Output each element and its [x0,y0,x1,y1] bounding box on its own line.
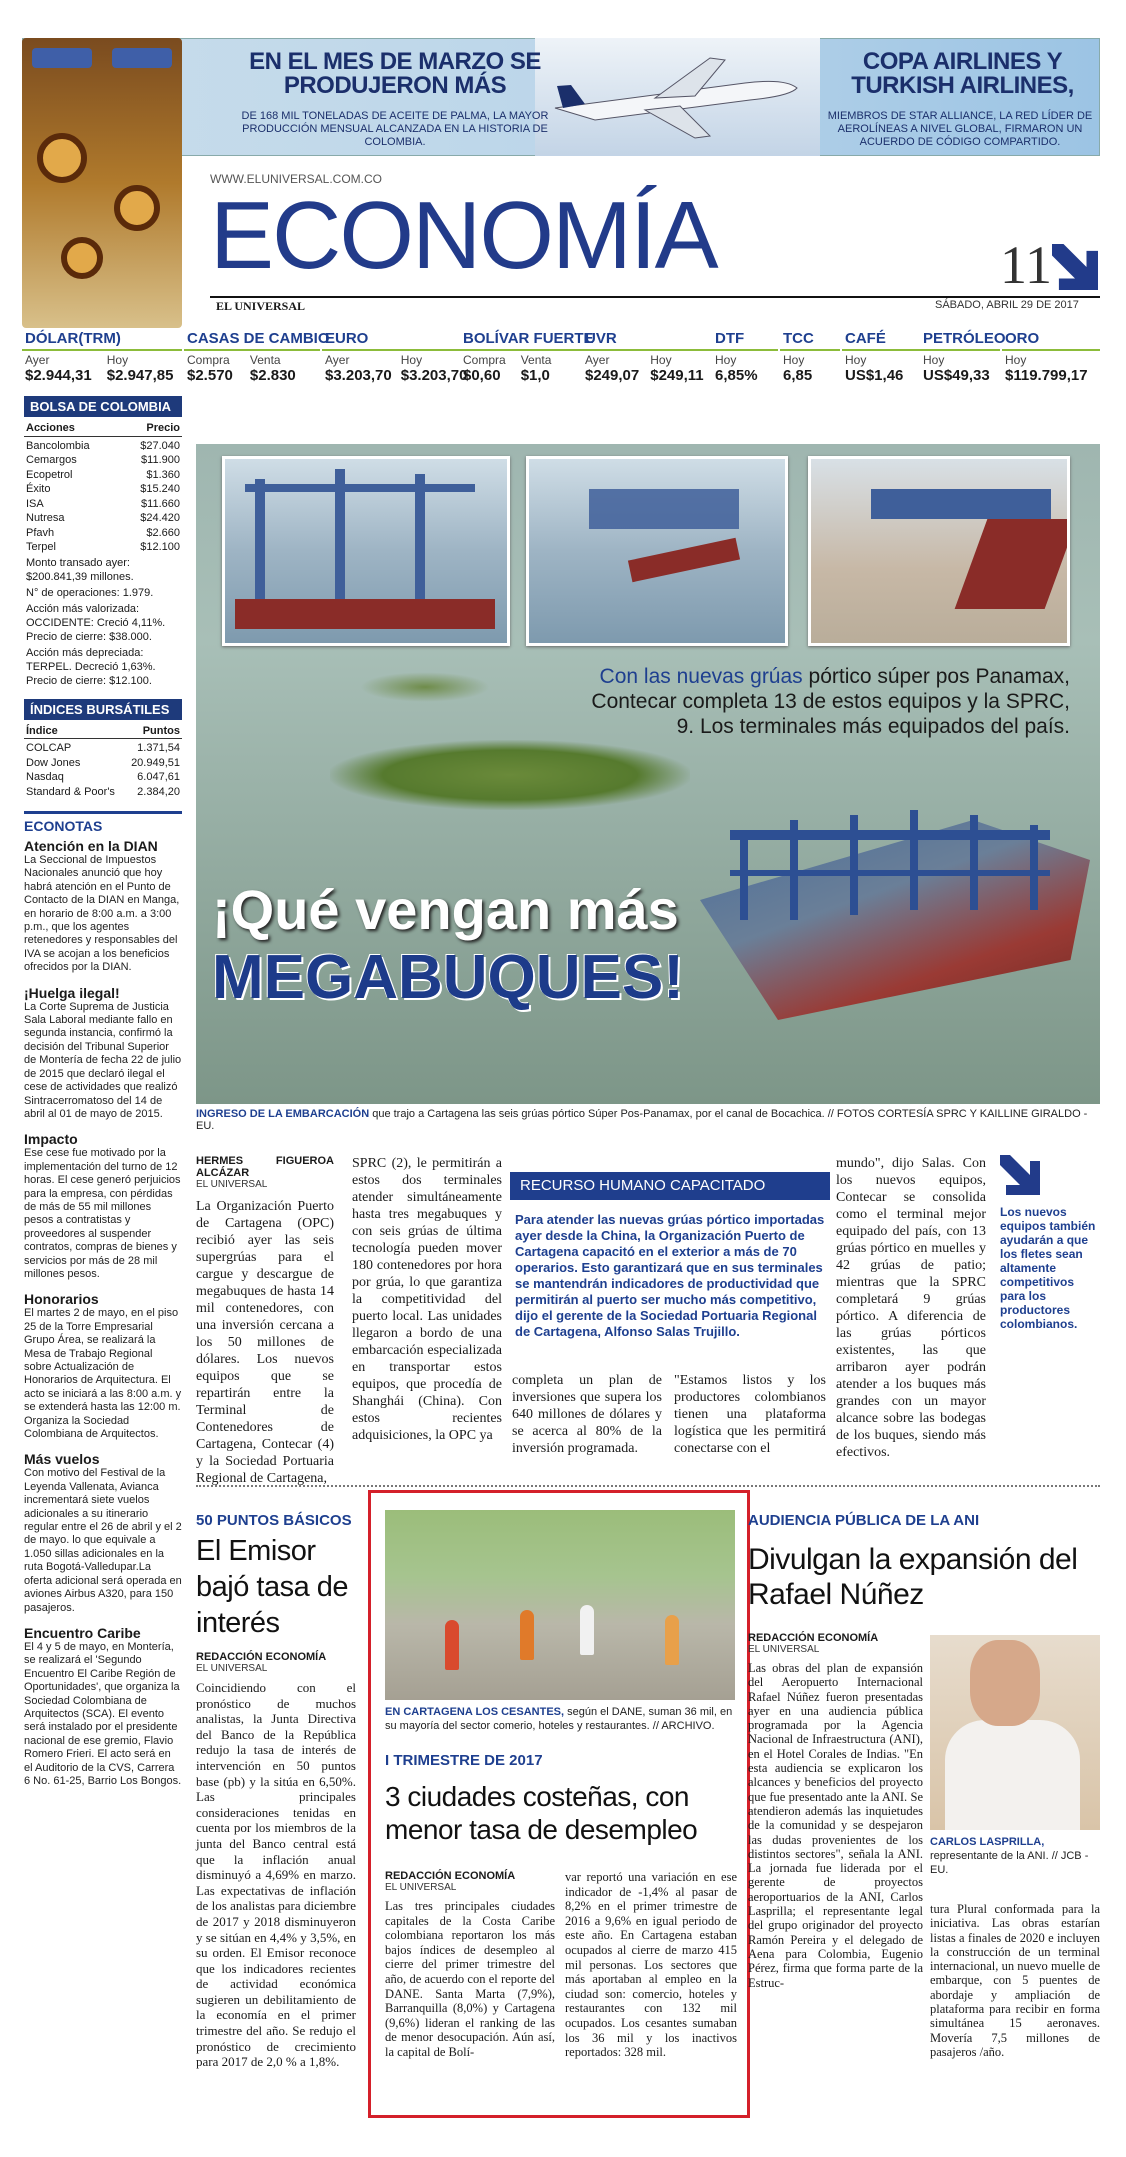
arrow-down-right-icon [1052,244,1098,290]
cell: COLCAP [26,742,72,754]
ticker-value: $2.947,85 [106,367,174,384]
bolsa-table [24,439,182,555]
portrait-face [970,1640,1040,1726]
kicker: I TRIMESTRE DE 2017 [385,1752,543,1769]
ticker-euro [322,328,478,390]
palm-oil-jars-image [22,38,182,328]
cell: $2.660 [146,526,180,539]
ticker-dtf [712,328,778,390]
cell: Bancolombia [26,439,90,452]
table-row [24,482,182,497]
cell: Terpel [26,541,56,553]
cell: 20.949,51 [131,756,180,769]
cell: 2.384,20 [137,785,180,798]
author: REDACCIÓN ECONOMÍA [196,1651,327,1663]
note-body: La Seccional de Impuestos Nacionales anunció que hoy habrá atención en el Punto de Contacto de la DIAN en Manga, en horario de 8:00 a.m. a 3:00 p.m., que los agentes retenedores y responsables del IVA se acojan a los beneficios ofrecidos por la DIAN. [24,854,180,974]
ticker-label: Ayer [325,353,350,367]
ani-column-1 [748,1632,923,1990]
ticker-casas [184,328,330,390]
table-row [24,511,182,526]
worker-figure [580,1605,594,1655]
ad-right-subtitle: MIEMBROS DE STAR ALLIANCE, LA RED LÍDER DE AEROLÍNEAS A NIVEL GLOBAL, FIRMARON UN ACUERDO DE CÓDIGO COMPARTIDO. [827,110,1093,148]
ticker-value: $0,60 [463,367,501,384]
cell: Cemargos [26,454,77,466]
photo-caption [385,1705,735,1733]
issue-date: SÁBADO, ABRIL 29 DE 2017 [935,299,1079,311]
kicker: AUDIENCIA PÚBLICA DE LA ANI [748,1512,980,1529]
note-title: Atención en la DIAN [24,838,158,854]
desempleo-column-1 [385,1870,555,2060]
caption-highlight: CARLOS LASPRILLA, [930,1836,1045,1848]
arrow-down-right-icon [1000,1155,1040,1195]
caption-highlight: EN CARTAGENA LOS CESANTES, [385,1706,565,1718]
ticker-value: $3.203,70 [325,367,392,384]
ticker-label: Ayer [25,353,50,367]
cell: Standard & Poor's [26,785,115,798]
note-body: El martes 2 de mayo, en el piso 25 de la Torre Empresarial Grupo Área, se realizará la Mesa de Trabajo Regional sobre Actualización de Honorarios de Arquitectura. El acto se iniciará a las 8:00 a.m. y se extenderá hasta las 12:00 m. Organiza la Sociedad Colombiana de Arquitectos. [24,1307,182,1441]
indices-header [24,720,182,740]
ticker-petroleo [920,328,1006,390]
ticker-label: Hoy [845,353,867,367]
ticker-label: Hoy [1005,353,1027,367]
photo-cranes-3[interactable] [808,456,1070,646]
econotas-title: ECONOTAS [24,811,182,834]
caption-text: representante de la ANI. // JCB - EU. [930,1850,1089,1876]
author-org: EL UNIVERSAL [748,1644,820,1655]
ticker-value: US$49,33 [923,367,990,384]
bolsa-note: N° de operaciones: 1.979. [26,586,154,599]
ticker-name: EURO [322,328,478,351]
cell: Éxito [26,483,51,495]
main-column-1 [196,1155,334,1487]
ticker-value: $119.799,17 [1005,367,1088,384]
left-sidebar [24,396,182,1788]
cell: Ecopetrol [26,468,73,481]
kicker: 50 PUNTOS BÁSICOS [196,1512,352,1529]
hero-title: ¡Qué vengan más [212,878,679,941]
col-header: Precio [146,422,180,434]
photo-credit-highlight: INGRESO DE LA EMBARCACIÓN [196,1108,370,1120]
main-column-2: SPRC (2), le permitirán a estos dos terminales atender simultáneamente hasta tres megabuques y con seis grúas de última tecnología pueden mover 180 contenedores por hora por grúa, lo que garantiza la competitividad del puerto local. Las unidades llegaron a bordo de una embarcación especializada en transportar estos equipos, que procedía de Shanghái (China). Con estos recientes adquisiciones, la OPC ya [352,1156,502,1443]
ticker-value: $1,0 [520,367,550,384]
note-title: Impacto [24,1131,78,1148]
main-column-3: completa un plan de inversiones que supera los 640 millones de dólares y se acerca al 80% de la inversión programada. [512,1373,662,1456]
ticker-dolar [22,328,182,390]
ticker-name: CAFÉ [842,328,922,351]
worker-figure [520,1610,534,1660]
ticker-cafe [842,328,922,390]
note-body: El 4 y 5 de mayo, en Montería, se realizará el 'Segundo Encuentro El Caribe Región de Oportunidades', que organiza la Sociedad Colombiana de Arquitectos (SCA). El evento será instalado por el presidente nacional de ese gremio, Flavio Romero Frieri. El acto será en el Auditorio de la CVS, Carrera 6 No. 61-25, Barrio Los Bongos. [24,1640,182,1787]
main-column-4: "Estamos listos y los productores colombianos tienen una plataforma logística que les permitirá conectarse con el [674,1373,826,1456]
ticker-value: $249,11 [650,367,704,384]
author: HERMES FIGUEROA ALCÁZAR [196,1155,334,1179]
photo-cranes-2[interactable] [526,456,788,646]
author-org: EL UNIVERSAL [196,1663,268,1674]
desempleo-column-2: var reportó una variación en ese indicador de -1,4% al pasar de 8,2% en el primer trimestre de 2016 a 9,6% en igual periodo de este año. En Cartagena estaban ocupados al cierre de marzo 415 mil personas. Los sectores que más aportaban al empleo en la ciudad son: comercio, hoteles y restaurantes con 132 mil ocupados. Los cesantes sumaban los 36 mil y los inactivos reportados: 328 mil. [565,1870,737,2060]
ticker-label: Hoy [400,353,423,367]
ticker-label: Compra [187,353,230,367]
section-title: ECONOMÍA [210,182,717,289]
ticker-label: Ayer [585,353,610,367]
section-divider [196,1485,1100,1487]
worker-figure [445,1620,459,1670]
island-image [330,740,690,810]
ticker-value: 6,85% [715,367,758,384]
headline[interactable]: 3 ciudades costeñas, con menor tasa de desempleo [385,1781,698,1845]
island-image [360,672,490,702]
article-text: Coincidiendo con el pronóstico de muchos analistas, la Junta Directiva del Banco de la República redujo la tasa de interés de intervención en 50 puntos base (pb) y la sitúa en 6,50%. Las principales consideraciones tenidas en cuenta por los miembros de la junta del Banco central está que la inflación anual disminuyó a 4,69% en marzo. Las expectativas de inflación de los analistas para diciembre de 2017 y 2018 disminuyeron y se sitúan en 4,4% y 3,5%, en su orden. El Emisor reconoce que los indicadores recientes de actividad económica sugieren un debilitamiento de la economía en el primer trimestre del año. Se redujo el pronóstico de crecimiento para 2017 de 2,0 % a 1,8%. [196,1680,356,2070]
cell: Dow Jones [26,756,81,769]
note-title: Más vuelos [24,1451,100,1468]
cell: ISA [26,497,44,510]
page-number: 11 [1000,235,1052,295]
ticker-value: US$1,46 [845,367,904,384]
cell: $11.660 [141,497,180,510]
indices-title: ÍNDICES BURSÁTILES [24,699,182,720]
bolsa-note: Monto transado ayer: $200.841,39 millones. [26,556,134,583]
ticker-tcc [780,328,840,390]
table-row [24,540,182,555]
bolsa-title: BOLSA DE COLOMBIA [24,396,182,417]
caption-text: según el DANE, suman 36 mil, en su mayoría del sector comerio, hoteles y restaurantes. // ARCHIVO. [385,1706,733,1732]
headline[interactable]: Divulgan la expansión del Rafael Núñez [748,1543,1078,1611]
col-header: Acciones [26,422,75,434]
ticker-name: BOLÍVAR FUERTE [460,328,590,351]
cell: Pfavh [26,526,55,539]
airplane-image [535,38,820,156]
cell: 6.047,61 [137,771,180,783]
ticker-name: TCC [780,328,840,351]
portrait-shirt [945,1720,1080,1830]
table-row [24,526,182,541]
ani-column-2: tura Plural conformada para la iniciativa. Las obras estarían listas a finales de 2020 e incluyen la construcción de un terminal internacional, un nuevo muelle de embarque, con 5 puentes de abordaje y ampliación de plataforma para recibir en forma simultánea 15 aeronaves. Movería 7,5 millones de pasajeros /año. [930,1902,1100,2059]
header-rule [210,296,1100,298]
box-title: RECURSO HUMANO CAPACITADO [510,1172,830,1200]
ticker-label: Hoy [783,353,805,367]
ticker-label: Venta [520,353,552,367]
note-body: Con motivo del Festival de la Leyenda Vallenata, Avianca incrementará siete vuelos adicionales a su itinerario regular entre el 26 de abril y el 2 de mayo. lo que equivale a 1.050 sillas adicionales en la ruta Bogotá-Valledupar.La oferta adicional será operada en aviones Airbus A320, para 150 pasajeros. [24,1467,182,1614]
main-column-5: mundo", dijo Salas. Con los nuevos equipos, Contecar se consolida como el terminal mejor equipado del país, con 13 grúas pórtico en muelles y 42 grúas de patio; mientras que la SPRC completará 9 grúas pórtico. A diferencia de las grúas pórticos existentes, las que arribaron ayer podrán atender a los buques más grandes con un mayor alcance sobre las bodegas de los buques, siendo más efectivos. [836,1156,986,1460]
ticker-label: Hoy [650,353,672,367]
cell: 1.371,54 [137,742,180,754]
ticker-bolivar [460,328,594,390]
bolsa-header [24,417,182,437]
cell: $24.420 [140,512,180,524]
ticker-name: PETRÓLEO [920,328,1000,351]
photo-caption [930,1835,1100,1877]
table-row [24,770,182,785]
ticker-name: CASAS DE CAMBIO [184,328,320,351]
cell: $15.240 [140,483,180,495]
ticker-value: $3.203,70 [400,367,468,384]
photo-credit-text: que trajo a Cartagena las seis grúas pórtico Súper Pos-Panamax, por el canal de Bocachica. // FOTOS CORTESÍA SPRC Y KAILLINE GIRALDO -EU. [196,1108,1088,1132]
col-header: Índice [26,724,58,737]
cell: $12.100 [140,541,180,553]
note-title: ¡Huelga ilegal! [24,984,120,1001]
ad-left-title: EN EL MES DE MARZO SE PRODUJERON MÁS [249,48,541,99]
emisor-article [196,1512,356,2070]
ticker-uvr [582,328,714,390]
table-row [24,741,182,756]
headline[interactable]: El Emisor bajó tasa de interés [196,1535,349,1639]
ticker-name: ORO [1002,328,1100,351]
market-ticker [22,328,1100,390]
ticker-value: 6,85 [783,367,813,384]
table-row [24,468,182,483]
ticker-name: DÓLAR(TRM) [22,328,182,351]
table-row [24,497,182,512]
hero-caption-text: pórtico súper pos Panamax, Contecar completa 13 de estos equipos y la SPRC, 9. Los terminales más equipados del país. [591,665,1070,738]
ticker-value: $249,07 [585,367,640,384]
cell: $11.900 [141,454,180,466]
author: REDACCIÓN ECONOMÍA [748,1632,879,1644]
ticker-name: UVR [582,328,714,351]
author: REDACCIÓN ECONOMÍA [385,1870,516,1882]
hero-title-emphasis: MEGABUQUES! [212,943,684,1012]
author-org: EL UNIVERSAL [385,1882,457,1893]
hero-caption [590,664,1070,739]
brand-name: EL UNIVERSAL [216,299,306,313]
note-body: La Corte Suprema de Justicia Sala Laboral mediante fallo en segunda instancia, confirmó la decisión del Tribunal Superior de Montería de fecha 22 de julio de 2015 que declaró ilegal el cese de actividades que realizó Sintracerromatoso del 14 de abril al 01 de mayo de 2015. [24,1000,182,1120]
ticker-label: Hoy [715,353,737,367]
ad-left-subtitle: DE 168 MIL TONELADAS DE ACEITE DE PALMA, LA MAYOR PRODUCCIÓN MENSUAL ALCANZADA EN LA HISTORIA DE COLOMBIA. [241,110,549,148]
table-row [24,756,182,771]
article-text: Las tres principales ciudades capitales de la Costa Caribe colombiana reportaron los más bajos índices de desempleo al cierre del primer trimestre del año, de acuerdo con el reporte del DANE. Santa Marta (7,9%), Barranquilla (8,0%) y Cartagena (9,6%) lideran el ranking de las de menor desocupación. Aún así, la capital de Bolí- [385,1899,555,2059]
website-url[interactable]: WWW.ELUNIVERSAL.COM.CO [210,172,383,186]
photo-cranes-1[interactable] [222,456,510,646]
cell: Nutresa [26,512,65,524]
cell: $27.040 [140,439,180,452]
ticker-label: Venta [249,353,281,367]
ticker-value: $2.570 [187,367,233,384]
workers-photo[interactable] [385,1510,735,1700]
ticker-label: Hoy [106,353,129,367]
ticker-oro [1002,328,1100,390]
cell: Nasdaq [26,771,64,783]
hero-caption-highlight: Con las nuevas grúas [599,665,803,688]
bolsa-note: Acción más valorizada: OCCIDENTE: Creció 4,11%. Precio de cierre: $38.000. [26,602,166,643]
photo-credit [196,1108,1100,1132]
col-header: Puntos [142,724,180,737]
worker-figure [665,1615,679,1665]
box-text: Para atender las nuevas grúas pórtico importadas ayer desde la China, la Organización Puerto de Cartagena capacitó en el exterior a más de 70 operarios. Esto garantizará que en sus terminales se mantendrán indicadores de productividad que permitirán al puerto ser mucho más competitivo, dijo el gerente de la Sociedad Portuaria Regional de Cartagena, Alfonso Salas Trujillo. [515,1212,825,1339]
note-title: Honorarios [24,1291,99,1308]
article-text: Las obras del plan de expansión del Aeropuerto Internacional Rafael Núñez fueron presentadas ayer en una audiencia pública programada por la Agencia Nacional de Infraestructura (ANI), en el Hotel Corales de Indias. "En esta audiencia se explicaron los alcances y beneficios del proyecto que fue presentado ante la ANI. Se atendieron además las inquietudes de la comunidad y se despejaron las dudas provenientes de los distintos sectores", señala la ANI. La jornada fue liderada por el gerente de proyectos aeroportuarios de la ANI, Carlos Lasprilla; el representante legal del grupo originador del proyecto Ramón Pereira y el delegado de Aena para Colombia, Eugenio Pérez, firma que forma parte de la Estruc- [748,1661,923,1990]
author-org: EL UNIVERSAL [196,1179,268,1190]
ticker-value: $2.830 [249,367,296,384]
ad-right-title: COPA AIRLINES Y TURKISH AIRLINES, [851,48,1074,99]
note-title: Encuentro Caribe [24,1624,141,1641]
article-text: La Organización Puerto de Cartagena (OPC) recibió ayer las seis supergrúas para el cargue y descargue de megabuques de hasta 14 mil contenedores, con una inversión cercana a los 50 millones de dólares. Los nuevos equipos que se repartirán entre la Terminal de Contenedores de Cartagena, Contecar (4) y la Sociedad Portuaria Regional de Cartagena, [196,1199,334,1486]
ticker-value: $2.944,31 [25,367,92,384]
table-row [24,453,182,468]
table-row [24,439,182,454]
note-body: Ese cese fue motivado por la implementación del turno de 12 horas. El cese generó perjuicios para la empresa, con pérdidas de más de 55 mil millones pesos a contratistas y proveedores al suspender contratos, compras de bienes y servicios por más de 28 mil millones pesos. [24,1147,181,1280]
cranes-image [720,810,1080,960]
ticker-label: Compra [463,353,506,367]
cell: $1.360 [146,468,180,481]
table-row [24,785,182,800]
ticker-label: Hoy [923,353,945,367]
bolsa-note: Acción más depreciada: TERPEL. Decreció 1,63%. Precio de cierre: $12.100. [26,646,156,687]
ticker-name: DTF [712,328,778,351]
side-note: Los nuevos equipos también ayudarán a que los fletes sean altamente competitivos para los productores colombianos. [1000,1205,1096,1331]
